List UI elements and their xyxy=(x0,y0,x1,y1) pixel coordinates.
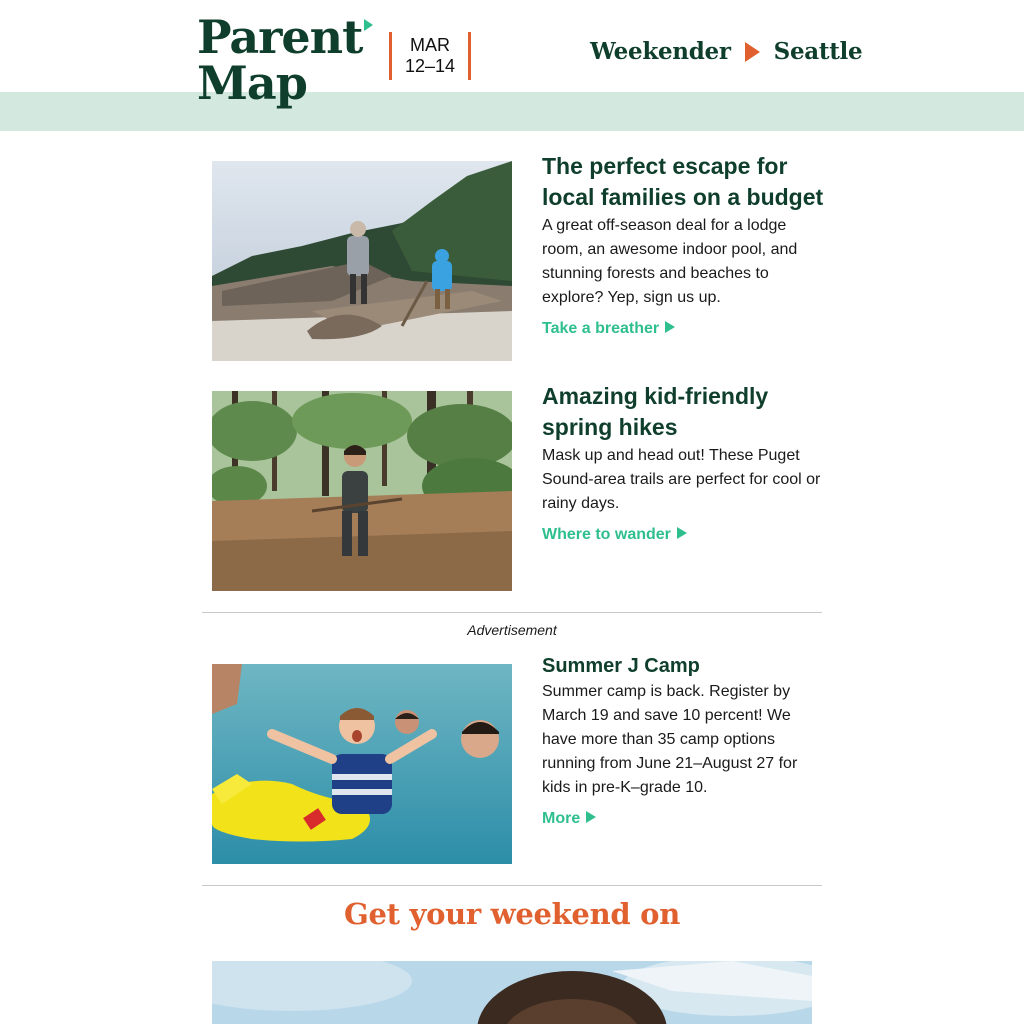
article-text xyxy=(542,153,827,338)
article-summary: A great off-season deal for a lodge room, an awesome indoor pool, and stunning forests and beaches to explore? Yep, sign us up. xyxy=(542,217,798,306)
city-name: Seattle xyxy=(773,38,863,65)
play-arrow-icon xyxy=(677,527,687,539)
play-arrow-icon xyxy=(665,321,675,333)
ad-card xyxy=(212,655,824,864)
article-link[interactable] xyxy=(542,320,675,338)
article-title[interactable]: Amazing kid-friendly spring hikes xyxy=(542,383,769,440)
play-arrow-icon xyxy=(586,811,596,823)
logo-text-line1: Parent xyxy=(197,10,363,64)
article-title[interactable]: The perfect escape for local families on a budget xyxy=(542,153,824,210)
header-band xyxy=(0,92,1024,131)
issue-date-month: MAR xyxy=(410,35,450,55)
divider xyxy=(202,612,822,613)
logo-text-line2: Map xyxy=(197,56,307,110)
arrow-right-icon xyxy=(745,42,760,62)
ad-more-link[interactable] xyxy=(542,810,596,828)
article-summary: Mask up and head out! These Puget Sound-area trails are perfect for cool or rainy days. xyxy=(542,447,821,512)
logo-flag-icon xyxy=(364,19,373,31)
article-image-forest[interactable] xyxy=(212,391,512,591)
hero-image[interactable] xyxy=(212,961,812,1024)
article-link-label: Take a breather xyxy=(542,320,660,337)
section-heading: Get your weekend on xyxy=(344,897,680,931)
ad-title[interactable]: Summer J Camp xyxy=(542,655,700,677)
email-header xyxy=(0,0,1024,132)
article-text xyxy=(542,383,827,544)
ad-summary: Summer camp is back. Register by March 19 and save 10 percent! We have more than 35 camp options running from June 21–August 27 for kids in pre-K–grade 10. xyxy=(542,683,798,796)
article-card xyxy=(212,153,824,361)
issue-date xyxy=(389,32,471,80)
newsletter-title xyxy=(590,38,862,65)
issue-date-range: 12–14 xyxy=(404,56,456,76)
edition-name: Weekender xyxy=(590,38,731,65)
divider xyxy=(202,885,822,886)
ad-text xyxy=(542,655,827,828)
article-link-label: Where to wander xyxy=(542,526,671,543)
article-link[interactable] xyxy=(542,526,687,544)
parentmap-logo[interactable] xyxy=(197,10,373,110)
ad-image-pool[interactable] xyxy=(212,664,512,864)
article-card xyxy=(212,383,824,591)
article-image-beach[interactable] xyxy=(212,161,512,361)
advertisement-label: Advertisement xyxy=(467,622,557,638)
ad-more-link-label: More xyxy=(542,810,581,827)
